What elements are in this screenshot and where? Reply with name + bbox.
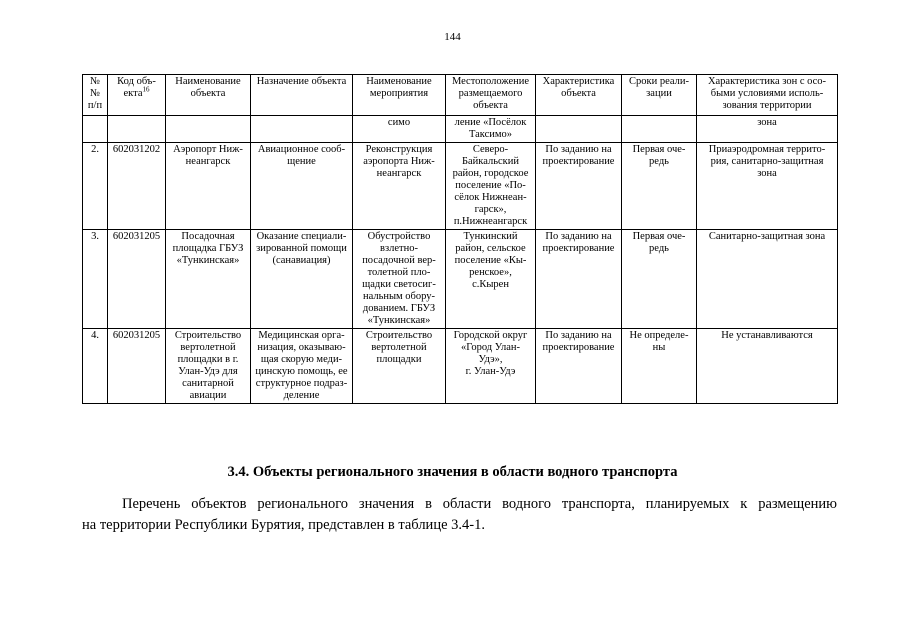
table-row (83, 230, 838, 329)
section-title: 3.4. Объекты регионального значения в области водного транспорта (227, 464, 678, 480)
header-location: Местоположение размещаемого объекта (446, 75, 536, 116)
cell-purpose (251, 116, 353, 143)
cell-name: Посадочная площадка ГБУЗ «Тункинская» (166, 230, 251, 329)
cell-measure: Обустройство взлетно- посадочной вер- толетной пло- щадки светосиг- нальным обору- дованием. ГБУЗ «Тункинская» (353, 230, 446, 329)
cell-location: Северо- Байкальский район, городское поселение «По- сёлок Нижнеан- гарск», п.Нижнеангарск (446, 143, 536, 230)
header-measure-name: Наименование мероприятия (353, 75, 446, 116)
page-number: 144 (444, 31, 461, 43)
cell-location: Городской округ «Город Улан- Удэ», г. Улан-Удэ (446, 329, 536, 404)
header-object-name: Наименование объекта (166, 75, 251, 116)
body-paragraph (82, 494, 837, 536)
cell-purpose: Авиационное сооб- щение (251, 143, 353, 230)
cell-zone: зона (697, 116, 838, 143)
cell-zone: Не устанавливаются (697, 329, 838, 404)
table-row (83, 116, 838, 143)
cell-measure: симо (353, 116, 446, 143)
cell-purpose: Оказание специали- зированной помощи (санавиация) (251, 230, 353, 329)
paragraph-line-1: Перечень объектов регионального значения в области водного транспорта, планируемых к размещению (122, 496, 837, 512)
cell-characteristic: По заданию на проектирование (536, 230, 622, 329)
cell-measure: Строительство вертолетной площадки (353, 329, 446, 404)
cell-location: Тункинский район, сельское поселение «Кы- ренское», с.Кырен (446, 230, 536, 329)
cell-code (108, 116, 166, 143)
cell-characteristic (536, 116, 622, 143)
cell-timeframe (622, 116, 697, 143)
cell-timeframe: Не определе- ны (622, 329, 697, 404)
cell-code: 602031202 (108, 143, 166, 230)
cell-name: Строительство вертолетной площадки в г. Улан-Удэ для санитарной авиации (166, 329, 251, 404)
cell-code: 602031205 (108, 329, 166, 404)
paragraph-line-2: на территории Республики Бурятия, представлен в таблице 3.4-1. (82, 517, 485, 533)
cell-characteristic: По заданию на проектирование (536, 143, 622, 230)
cell-characteristic: По заданию на проектирование (536, 329, 622, 404)
cell-purpose: Медицинская орга- низация, оказываю- щая скорую меди- цинскую помощь, ее структурное подраз- деление (251, 329, 353, 404)
header-characteristic: Характеристика объекта (536, 75, 622, 116)
cell-number: 3. (83, 230, 108, 329)
objects-table (82, 74, 838, 404)
cell-code: 602031205 (108, 230, 166, 329)
cell-timeframe: Первая оче- редь (622, 230, 697, 329)
header-number: №№ п/п (83, 75, 108, 116)
header-object-code (108, 75, 166, 116)
cell-timeframe: Первая оче- редь (622, 143, 697, 230)
table-header-row (83, 75, 838, 116)
cell-name: Аэропорт Ниж- неангарск (166, 143, 251, 230)
header-object-purpose: Назначение объекта (251, 75, 353, 116)
header-zone-characteristic: Характеристика зон с осо- быми условиями исполь- зования территории (697, 75, 838, 116)
cell-measure: Реконструкция аэропорта Ниж- неангарск (353, 143, 446, 230)
cell-number: 2. (83, 143, 108, 230)
table-row (83, 329, 838, 404)
cell-zone: Санитарно-защитная зона (697, 230, 838, 329)
cell-number (83, 116, 108, 143)
footnote-marker: 16 (142, 85, 150, 94)
cell-name (166, 116, 251, 143)
cell-location: ление «Посёлок Таксимо» (446, 116, 536, 143)
cell-number: 4. (83, 329, 108, 404)
table-row (83, 143, 838, 230)
header-object-code-label: Код объ- екта (117, 76, 156, 99)
cell-zone: Приаэродромная террито- рия, санитарно-защитная зона (697, 143, 838, 230)
header-timeframe: Сроки реали- зации (622, 75, 697, 116)
